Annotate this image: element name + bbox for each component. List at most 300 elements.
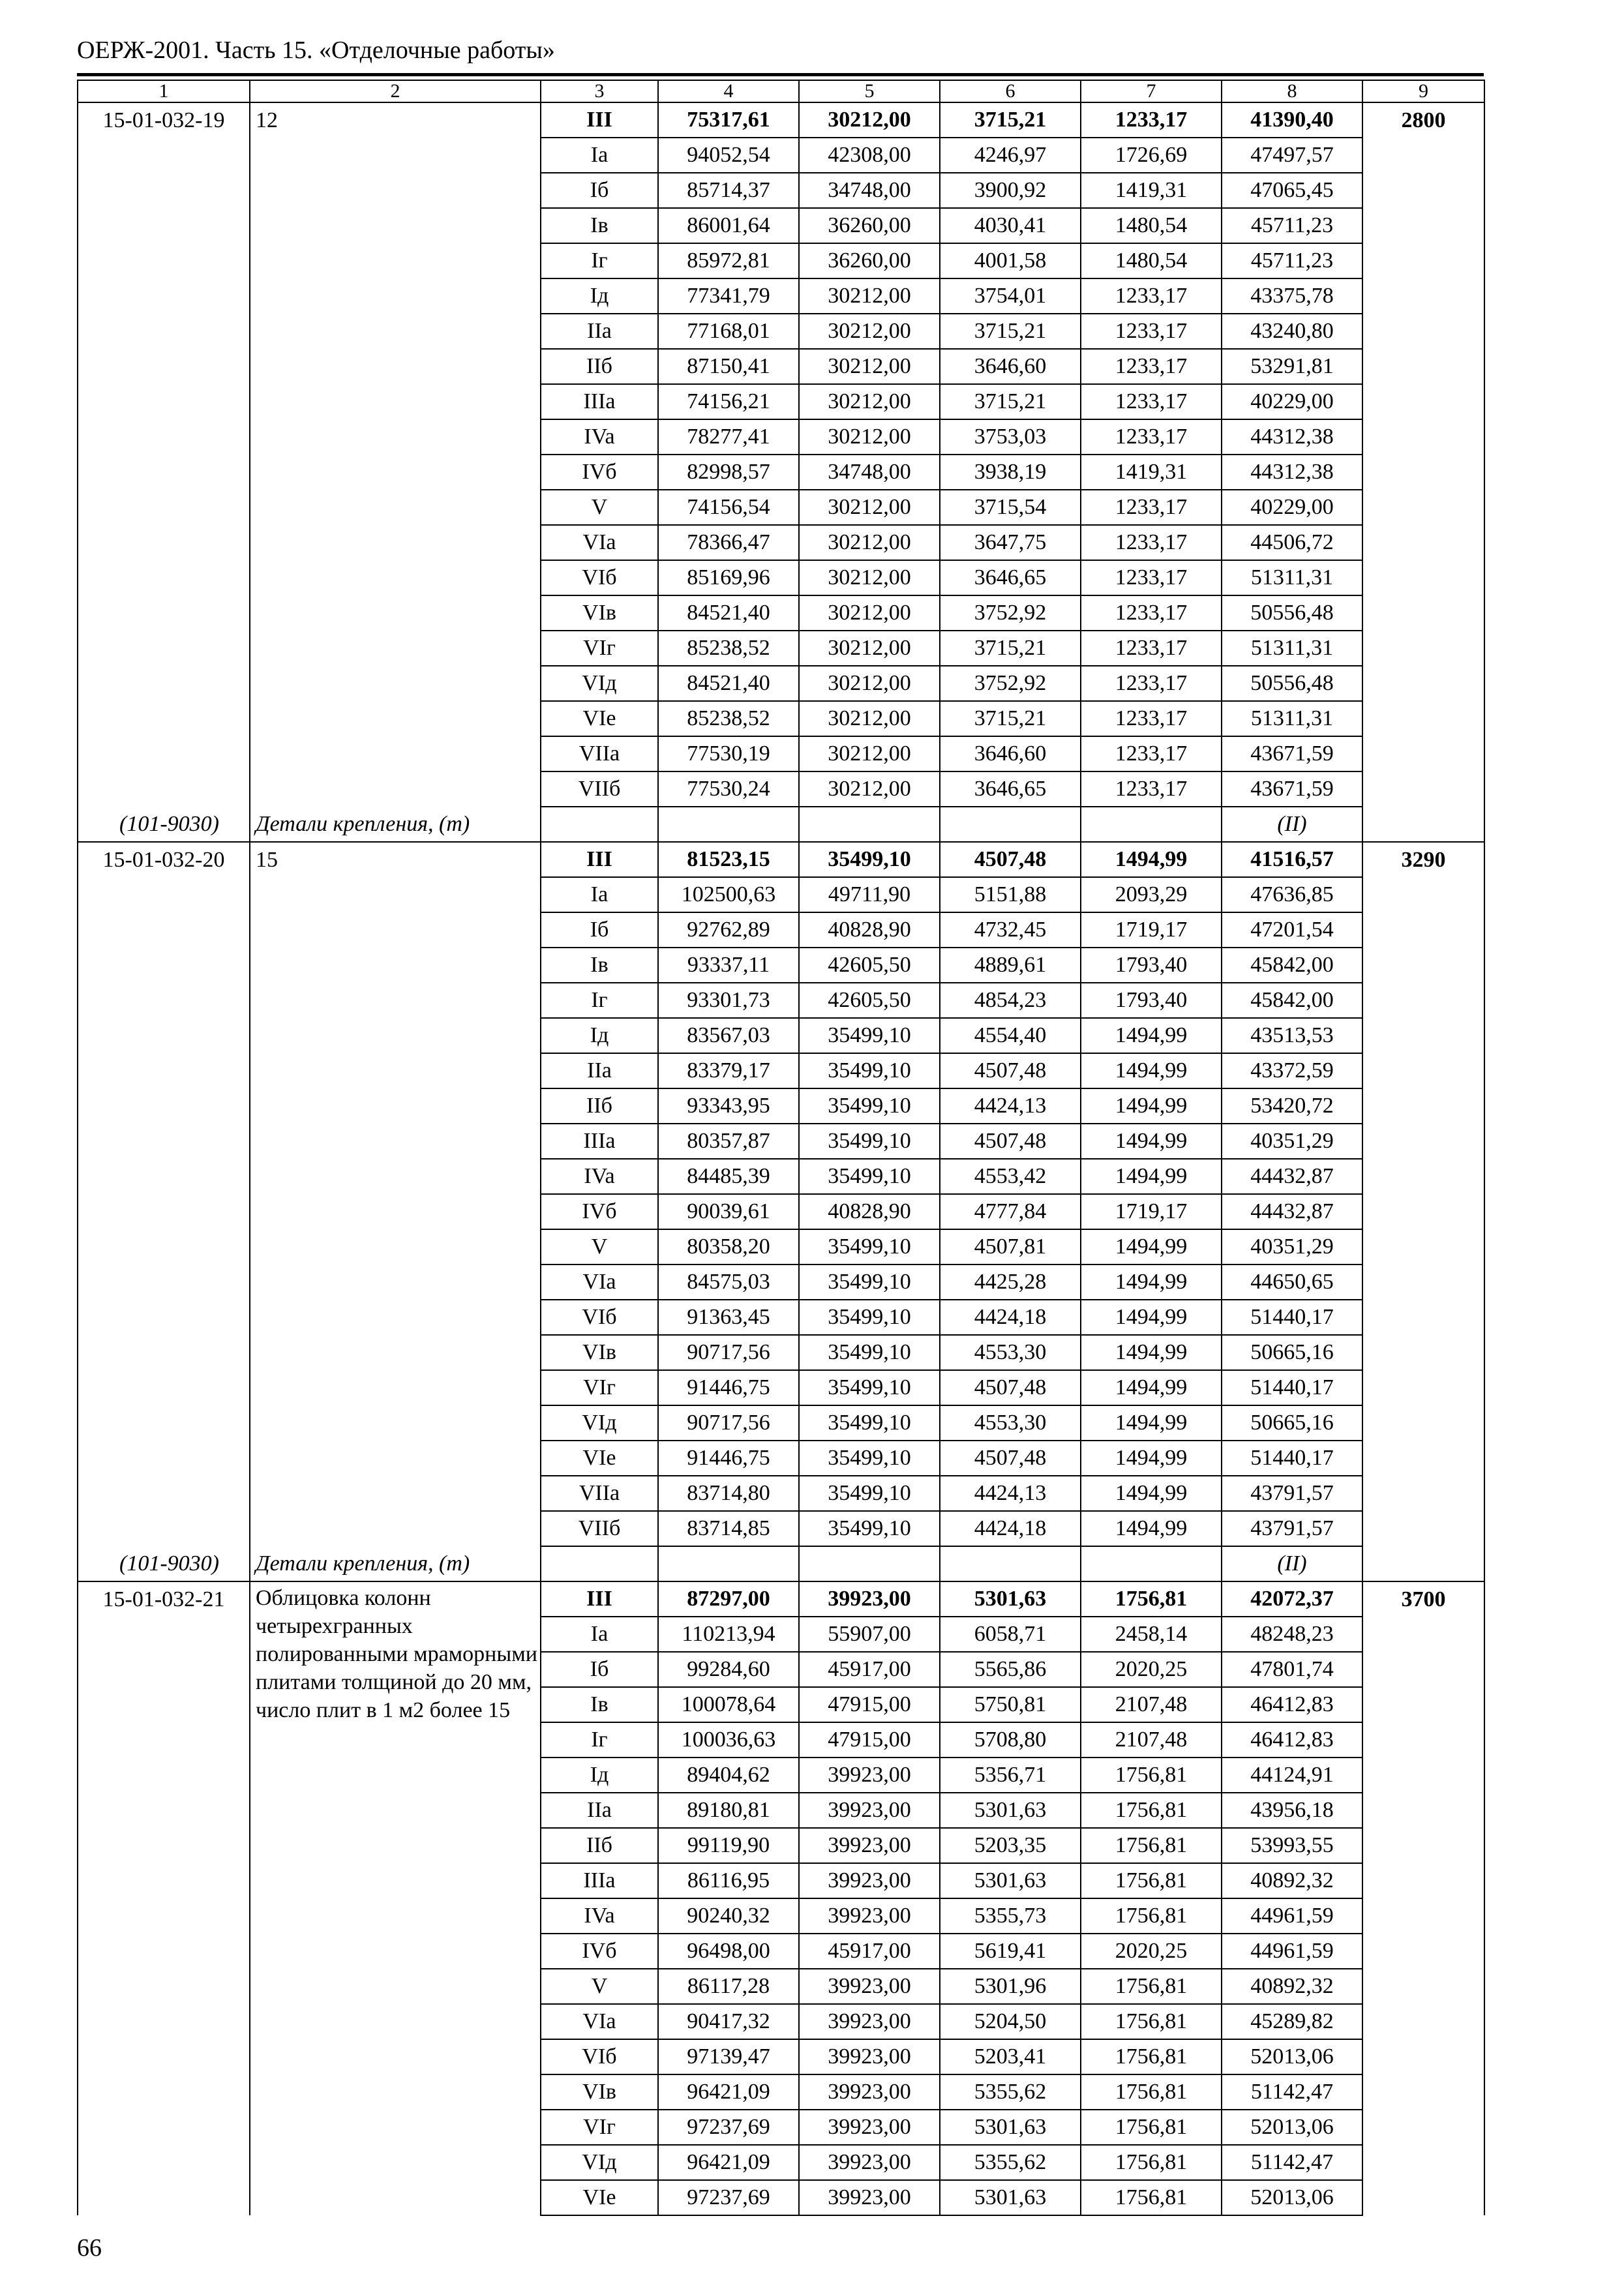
labor-cost: 39923,00 [799,2039,940,2074]
region-zone: VIб [541,1300,658,1335]
material-cost: 40229,00 [1222,490,1362,525]
labor-hours: 3290 [1362,842,1484,1546]
material-unit-marker: (II) [1222,807,1362,842]
total-cost: 89404,62 [658,1758,799,1793]
machine-cost: 5301,63 [940,1581,1081,1617]
labor-cost: 35499,10 [799,1335,940,1370]
labor-cost: 30212,00 [799,384,940,419]
labor-cost: 40828,90 [799,1194,940,1229]
total-cost: 84521,40 [658,666,799,701]
region-zone: Ia [541,877,658,912]
material-cost: 43513,53 [1222,1018,1362,1053]
total-cost: 97237,69 [658,2110,799,2145]
total-cost: 96498,00 [658,1934,799,1969]
operator-wage: 2107,48 [1081,1687,1222,1722]
labor-cost: 30212,00 [799,736,940,771]
region-zone: III [541,1581,658,1617]
material-cost: 44506,72 [1222,525,1362,560]
machine-cost: 3938,19 [940,455,1081,490]
machine-cost: 5204,50 [940,2004,1081,2039]
material-cost: 44961,59 [1222,1898,1362,1934]
labor-cost: 39923,00 [799,2110,940,2145]
labor-cost: 30212,00 [799,419,940,455]
machine-cost: 3646,65 [940,560,1081,595]
total-cost: 83714,80 [658,1476,799,1511]
operator-wage: 1756,81 [1081,1793,1222,1828]
total-cost: 84575,03 [658,1264,799,1300]
empty-cell [1362,807,1484,842]
operator-wage: 1494,99 [1081,1441,1222,1476]
material-cost: 51440,17 [1222,1300,1362,1335]
region-zone: V [541,490,658,525]
operator-wage: 1494,99 [1081,1264,1222,1300]
labor-hours: 3700 [1362,1581,1484,2215]
material-cost: 43372,59 [1222,1053,1362,1088]
total-cost: 90717,56 [658,1335,799,1370]
region-zone: Iв [541,948,658,983]
total-cost: 90417,32 [658,2004,799,2039]
labor-cost: 45917,00 [799,1934,940,1969]
region-zone: VIб [541,2039,658,2074]
item-description: Облицовка колонн четырехгранных полированными мраморными плитами толщиной до 20 мм, число плит в 1 м2 более 15 [250,1581,541,2215]
total-cost: 87150,41 [658,349,799,384]
operator-wage: 2107,48 [1081,1722,1222,1758]
empty-cell [940,1546,1081,1581]
labor-cost: 39923,00 [799,1793,940,1828]
total-cost: 100078,64 [658,1687,799,1722]
labor-cost: 30212,00 [799,595,940,631]
labor-cost: 35499,10 [799,842,940,877]
labor-cost: 39923,00 [799,1898,940,1934]
total-cost: 91446,75 [658,1370,799,1405]
labor-cost: 35499,10 [799,1511,940,1546]
region-zone: IIa [541,314,658,349]
operator-wage: 1233,17 [1081,490,1222,525]
operator-wage: 1756,81 [1081,1581,1222,1617]
material-cost: 53291,81 [1222,349,1362,384]
column-number: 7 [1081,80,1222,102]
operator-wage: 1419,31 [1081,173,1222,208]
total-cost: 99119,90 [658,1828,799,1863]
region-zone: VIa [541,1264,658,1300]
machine-cost: 4246,97 [940,138,1081,173]
total-cost: 87297,00 [658,1581,799,1617]
machine-cost: 5355,62 [940,2145,1081,2180]
labor-hours: 2800 [1362,102,1484,807]
material-name: Детали крепления, (т) [250,807,541,842]
column-number-row [78,80,1484,102]
labor-cost: 30212,00 [799,631,940,666]
column-number: 5 [799,80,940,102]
total-cost: 77168,01 [658,314,799,349]
material-cost: 48248,23 [1222,1617,1362,1652]
column-number: 2 [250,80,541,102]
table-body [78,80,1484,2215]
material-cost: 45711,23 [1222,208,1362,243]
machine-cost: 5203,41 [940,2039,1081,2074]
region-zone: VIг [541,1370,658,1405]
material-cost: 51440,17 [1222,1441,1362,1476]
machine-cost: 5619,41 [940,1934,1081,1969]
machine-cost: 3715,21 [940,102,1081,138]
machine-cost: 3715,54 [940,490,1081,525]
material-cost: 45711,23 [1222,243,1362,278]
material-cost: 45842,00 [1222,983,1362,1018]
machine-cost: 4854,23 [940,983,1081,1018]
material-unit-marker: (II) [1222,1546,1362,1581]
labor-cost: 36260,00 [799,243,940,278]
total-cost: 86117,28 [658,1969,799,2004]
labor-cost: 39923,00 [799,1863,940,1898]
machine-cost: 4424,18 [940,1511,1081,1546]
empty-cell [541,1546,658,1581]
machine-cost: 3646,65 [940,771,1081,807]
operator-wage: 1480,54 [1081,243,1222,278]
material-cost: 40892,32 [1222,1969,1362,2004]
region-zone: IIIa [541,1863,658,1898]
total-cost: 77341,79 [658,278,799,314]
region-zone: IIб [541,349,658,384]
machine-cost: 5151,88 [940,877,1081,912]
operator-wage: 1726,69 [1081,138,1222,173]
labor-cost: 35499,10 [799,1229,940,1264]
material-cost: 50665,16 [1222,1335,1362,1370]
total-cost: 110213,94 [658,1617,799,1652]
region-zone: IVa [541,419,658,455]
material-cost: 43240,80 [1222,314,1362,349]
machine-cost: 3715,21 [940,701,1081,736]
machine-cost: 3715,21 [940,314,1081,349]
total-cost: 80358,20 [658,1229,799,1264]
region-zone: Ia [541,138,658,173]
total-cost: 94052,54 [658,138,799,173]
operator-wage: 1233,17 [1081,736,1222,771]
item-code: 15-01-032-19 [78,102,250,807]
region-zone: VIIa [541,736,658,771]
total-cost: 91363,45 [658,1300,799,1335]
material-cost: 41390,40 [1222,102,1362,138]
material-cost: 43956,18 [1222,1793,1362,1828]
price-table [77,80,1485,2216]
total-cost: 86001,64 [658,208,799,243]
operator-wage: 1719,17 [1081,1194,1222,1229]
column-number: 6 [940,80,1081,102]
operator-wage: 1756,81 [1081,2074,1222,2110]
operator-wage: 1494,99 [1081,842,1222,877]
page-number: 66 [77,2234,102,2262]
operator-wage: 1233,17 [1081,102,1222,138]
operator-wage: 1756,81 [1081,2004,1222,2039]
region-zone: Iб [541,912,658,948]
region-zone: IIIa [541,1124,658,1159]
item-code: 15-01-032-21 [78,1581,250,2215]
total-cost: 78277,41 [658,419,799,455]
table-row [78,102,1484,138]
labor-cost: 35499,10 [799,1264,940,1300]
column-number: 4 [658,80,799,102]
operator-wage: 1756,81 [1081,2110,1222,2145]
material-cost: 40229,00 [1222,384,1362,419]
machine-cost: 4889,61 [940,948,1081,983]
material-code: (101-9030) [78,807,250,842]
total-cost: 96421,09 [658,2145,799,2180]
labor-cost: 39923,00 [799,1581,940,1617]
labor-cost: 34748,00 [799,173,940,208]
region-zone: VIв [541,1335,658,1370]
operator-wage: 1494,99 [1081,1300,1222,1335]
machine-cost: 5301,96 [940,1969,1081,2004]
labor-cost: 45917,00 [799,1652,940,1687]
machine-cost: 5355,62 [940,2074,1081,2110]
region-zone: Iб [541,173,658,208]
operator-wage: 1494,99 [1081,1088,1222,1124]
labor-cost: 39923,00 [799,1758,940,1793]
region-zone: Iд [541,1018,658,1053]
labor-cost: 30212,00 [799,525,940,560]
operator-wage: 1419,31 [1081,455,1222,490]
labor-cost: 39923,00 [799,2145,940,2180]
region-zone: VIд [541,1405,658,1441]
labor-cost: 30212,00 [799,314,940,349]
empty-cell [799,807,940,842]
operator-wage: 1494,99 [1081,1124,1222,1159]
total-cost: 83379,17 [658,1053,799,1088]
total-cost: 85238,52 [658,701,799,736]
material-cost: 47201,54 [1222,912,1362,948]
labor-cost: 35499,10 [799,1159,940,1194]
region-zone: IVб [541,1934,658,1969]
machine-cost: 3715,21 [940,384,1081,419]
operator-wage: 1494,99 [1081,1053,1222,1088]
material-cost: 44312,38 [1222,455,1362,490]
region-zone: VIIa [541,1476,658,1511]
region-zone: VIa [541,2004,658,2039]
total-cost: 97139,47 [658,2039,799,2074]
region-zone: Iг [541,243,658,278]
operator-wage: 1719,17 [1081,912,1222,948]
operator-wage: 1756,81 [1081,2145,1222,2180]
operator-wage: 1756,81 [1081,1758,1222,1793]
region-zone: VIe [541,1441,658,1476]
region-zone: IVб [541,1194,658,1229]
material-cost: 45842,00 [1222,948,1362,983]
total-cost: 102500,63 [658,877,799,912]
region-zone: VIд [541,666,658,701]
machine-cost: 4424,18 [940,1300,1081,1335]
region-zone: VIг [541,2110,658,2145]
total-cost: 83567,03 [658,1018,799,1053]
labor-cost: 30212,00 [799,490,940,525]
region-zone: VIIб [541,771,658,807]
operator-wage: 1494,99 [1081,1405,1222,1441]
material-cost: 45289,82 [1222,2004,1362,2039]
operator-wage: 2458,14 [1081,1617,1222,1652]
labor-cost: 30212,00 [799,349,940,384]
material-cost: 43791,57 [1222,1476,1362,1511]
total-cost: 84521,40 [658,595,799,631]
total-cost: 93337,11 [658,948,799,983]
total-cost: 83714,85 [658,1511,799,1546]
operator-wage: 1793,40 [1081,983,1222,1018]
labor-cost: 40828,90 [799,912,940,948]
total-cost: 74156,21 [658,384,799,419]
labor-cost: 42308,00 [799,138,940,173]
total-cost: 78366,47 [658,525,799,560]
region-zone: V [541,1969,658,2004]
labor-cost: 49711,90 [799,877,940,912]
table-row [78,842,1484,877]
operator-wage: 1233,17 [1081,349,1222,384]
labor-cost: 30212,00 [799,102,940,138]
labor-cost: 39923,00 [799,2074,940,2110]
region-zone: IIIa [541,384,658,419]
total-cost: 97237,69 [658,2180,799,2215]
total-cost: 75317,61 [658,102,799,138]
total-cost: 92762,89 [658,912,799,948]
material-cost: 52013,06 [1222,2180,1362,2215]
total-cost: 99284,60 [658,1652,799,1687]
machine-cost: 5301,63 [940,2110,1081,2145]
labor-cost: 39923,00 [799,1828,940,1863]
empty-cell [1081,1546,1222,1581]
labor-cost: 47915,00 [799,1687,940,1722]
region-zone: IVб [541,455,658,490]
material-cost: 44432,87 [1222,1194,1362,1229]
material-cost: 47636,85 [1222,877,1362,912]
machine-cost: 4553,42 [940,1159,1081,1194]
labor-cost: 55907,00 [799,1617,940,1652]
column-number: 8 [1222,80,1362,102]
column-number: 3 [541,80,658,102]
operator-wage: 2093,29 [1081,877,1222,912]
operator-wage: 1756,81 [1081,1863,1222,1898]
page-title: ОЕРЖ-2001. Часть 15. «Отделочные работы» [77,37,555,64]
operator-wage: 1233,17 [1081,631,1222,666]
operator-wage: 1756,81 [1081,2039,1222,2074]
labor-cost: 35499,10 [799,1300,940,1335]
column-number: 1 [78,80,250,102]
operator-wage: 1756,81 [1081,1969,1222,2004]
material-cost: 51142,47 [1222,2145,1362,2180]
operator-wage: 1233,17 [1081,525,1222,560]
machine-cost: 4424,13 [940,1476,1081,1511]
empty-cell [541,807,658,842]
operator-wage: 2020,25 [1081,1934,1222,1969]
machine-cost: 5708,80 [940,1722,1081,1758]
operator-wage: 1756,81 [1081,1898,1222,1934]
labor-cost: 35499,10 [799,1370,940,1405]
material-cost: 52013,06 [1222,2110,1362,2145]
machine-cost: 4507,48 [940,1124,1081,1159]
material-cost: 43791,57 [1222,1511,1362,1546]
total-cost: 100036,63 [658,1722,799,1758]
machine-cost: 4553,30 [940,1335,1081,1370]
labor-cost: 47915,00 [799,1722,940,1758]
material-footer-row [78,807,1484,842]
region-zone: Ia [541,1617,658,1652]
labor-cost: 30212,00 [799,666,940,701]
region-zone: III [541,842,658,877]
labor-cost: 39923,00 [799,2004,940,2039]
operator-wage: 1494,99 [1081,1335,1222,1370]
material-cost: 40351,29 [1222,1229,1362,1264]
machine-cost: 6058,71 [940,1617,1081,1652]
labor-cost: 35499,10 [799,1405,940,1441]
material-cost: 44432,87 [1222,1159,1362,1194]
total-cost: 80357,87 [658,1124,799,1159]
labor-cost: 39923,00 [799,1969,940,2004]
machine-cost: 5750,81 [940,1687,1081,1722]
labor-cost: 30212,00 [799,771,940,807]
labor-cost: 39923,00 [799,2180,940,2215]
labor-cost: 35499,10 [799,1124,940,1159]
material-cost: 44650,65 [1222,1264,1362,1300]
operator-wage: 1233,17 [1081,278,1222,314]
material-cost: 51142,47 [1222,2074,1362,2110]
region-zone: VIд [541,2145,658,2180]
operator-wage: 1233,17 [1081,314,1222,349]
region-zone: IIa [541,1053,658,1088]
operator-wage: 1756,81 [1081,2180,1222,2215]
operator-wage: 1233,17 [1081,560,1222,595]
operator-wage: 1480,54 [1081,208,1222,243]
total-cost: 93343,95 [658,1088,799,1124]
machine-cost: 5203,35 [940,1828,1081,1863]
machine-cost: 4554,40 [940,1018,1081,1053]
region-zone: VIIб [541,1511,658,1546]
total-cost: 85714,37 [658,173,799,208]
labor-cost: 30212,00 [799,278,940,314]
operator-wage: 1233,17 [1081,419,1222,455]
operator-wage: 1494,99 [1081,1229,1222,1264]
machine-cost: 5356,71 [940,1758,1081,1793]
region-zone: V [541,1229,658,1264]
total-cost: 90717,56 [658,1405,799,1441]
machine-cost: 3900,92 [940,173,1081,208]
material-cost: 47065,45 [1222,173,1362,208]
region-zone: VIв [541,595,658,631]
machine-cost: 3752,92 [940,666,1081,701]
machine-cost: 5301,63 [940,1863,1081,1898]
machine-cost: 3647,75 [940,525,1081,560]
material-cost: 53993,55 [1222,1828,1362,1863]
region-zone: III [541,102,658,138]
labor-cost: 35499,10 [799,1476,940,1511]
machine-cost: 4424,13 [940,1088,1081,1124]
material-cost: 44961,59 [1222,1934,1362,1969]
region-zone: Iд [541,1758,658,1793]
total-cost: 85972,81 [658,243,799,278]
region-zone: IIб [541,1828,658,1863]
region-zone: Iв [541,1687,658,1722]
operator-wage: 1494,99 [1081,1370,1222,1405]
material-cost: 51311,31 [1222,560,1362,595]
total-cost: 90240,32 [658,1898,799,1934]
region-zone: IVa [541,1159,658,1194]
material-cost: 40351,29 [1222,1124,1362,1159]
total-cost: 74156,54 [658,490,799,525]
labor-cost: 34748,00 [799,455,940,490]
total-cost: 81523,15 [658,842,799,877]
material-cost: 50556,48 [1222,595,1362,631]
machine-cost: 4777,84 [940,1194,1081,1229]
material-name: Детали крепления, (т) [250,1546,541,1581]
labor-cost: 42605,50 [799,983,940,1018]
total-cost: 84485,39 [658,1159,799,1194]
material-cost: 50556,48 [1222,666,1362,701]
empty-cell [1081,807,1222,842]
operator-wage: 1233,17 [1081,384,1222,419]
